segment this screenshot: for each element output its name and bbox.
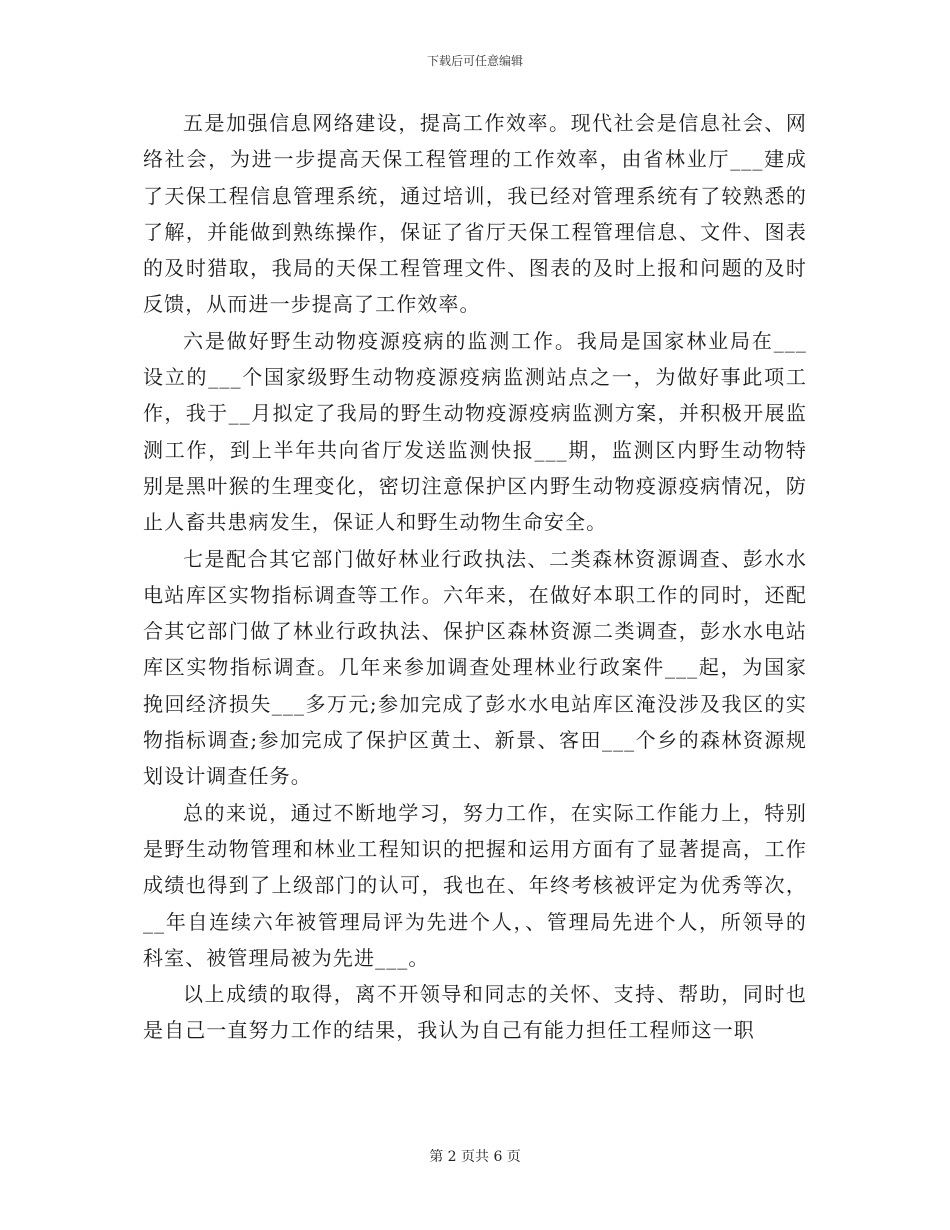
page-header: 下载后可任意编辑 xyxy=(426,54,523,68)
paragraph-summary: 总的来说，通过不断地学习，努力工作，在实际工作能力上，特别是野生动物管理和林业工程知识的把握和运用方面有了显著提高，工作成绩也得到了上级部门的认可，我也在、年终考核被评定为优秀等次，__年自连续六年被管理局评为先进个人，、管理局先进个人，所领导的科室、被管理局被为先进___。 xyxy=(143,800,807,970)
paragraph-wildlife-monitoring: 六是做好野生动物疫源疫病的监测工作。我局是国家林业局在___设立的___个国家级野生动物疫源疫病监测站点之一，为做好事此项工作，我于__月拟定了我局的野生动物疫源疫病监测方案，并积极开展监测工作，到上半年共向省厅发送监测快报___期，监测区内野生动物特别是黑叶猴的生理变化，密切注意保护区内野生动物疫源疫病情况，防止人畜共患病发生，保证人和野生动物生命安全。 xyxy=(143,328,807,535)
page-number: 第 2 页共 6 页 xyxy=(429,1149,521,1165)
paragraph-network-construction: 五是加强信息网络建设，提高工作效率。现代社会是信息社会、网络社会，为进一步提高天保工程管理的工作效率，由省林业厅___建成了天保工程信息管理系统，通过培训，我已经对管理系统有了较熟悉的了解，并能做到熟练操作，保证了省厅天保工程管理信息、文件、图表的及时猎取，我局的天保工程管理文件、图表的及时上报和问题的及时反馈，从而进一步提高了工作效率。 xyxy=(143,111,807,317)
document-body xyxy=(143,105,807,1049)
paragraph-cooperation-work: 七是配合其它部门做好林业行政执法、二类森林资源调查、彭水水电站库区实物指标调查等工作。六年来，在做好本职工作的同时，还配合其它部门做了林业行政执法、保护区森林资源二类调查，彭水水电站库区实物指标调查。几年来参加调查处理林业行政案件___起，为国家挽回经济损失___多万元;参加完成了彭水水电站库区淹没涉及我区的实物指标调查;参加完成了保护区黄土、新景、客田___个乡的森林资源规划设计调查任务。 xyxy=(143,546,807,789)
paragraph-conclusion: 以上成绩的取得，离不开领导和同志的关怀、支持、帮助，同时也是自己一直努力工作的结果，我认为自己有能力担任工程师这一职 xyxy=(143,982,807,1043)
